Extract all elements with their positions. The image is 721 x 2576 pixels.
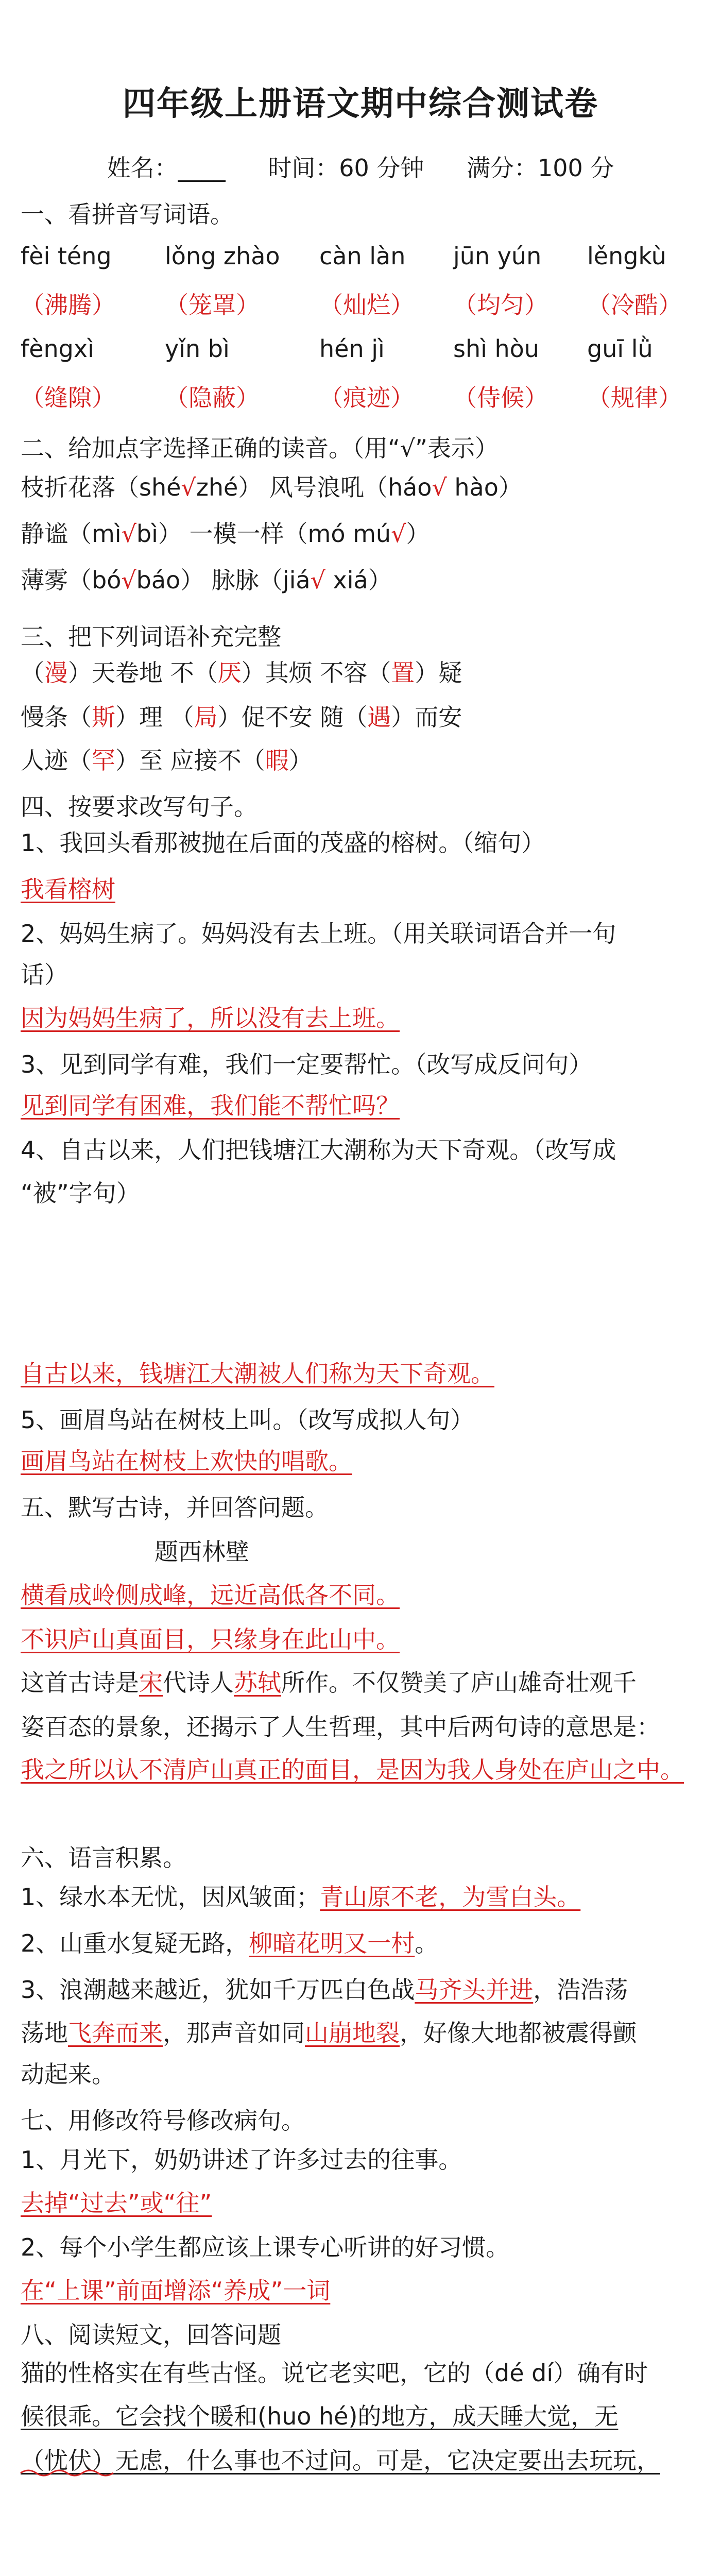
answer-word: （均匀） [453, 291, 548, 319]
text: báo） 脉脉（jiá [136, 566, 311, 594]
pinyin: shì hòu [453, 335, 539, 363]
section-7-heading: 七、用修改符号修改病句。 [21, 2107, 305, 2134]
text: ）促不安 随（ [217, 703, 368, 731]
question: 姿百态的景象，还揭示了人生哲理，其中后两句诗的意思是： [21, 1713, 660, 1741]
idiom-line [21, 742, 313, 779]
text: 荡地 [21, 2019, 68, 2047]
text: 2、山重水复疑无路， [21, 1929, 249, 1957]
wavy-underline [0, 2354, 721, 2488]
pinyin: lěngkù [587, 242, 666, 270]
text: ） [288, 747, 313, 774]
text: 3、浪潮越来越近，犹如千万匹白色战 [21, 1976, 415, 2004]
pinyin: yǐn bì [165, 335, 230, 363]
answer: 宋 [139, 1669, 163, 1697]
text: 枝折花落（shé [21, 473, 181, 501]
underlined-sentence: 候很乖。它会找个暖和(huo hé)的地方，成天睡大觉，无 [21, 2402, 619, 2430]
text: ）而安 [391, 703, 462, 731]
text: bì） 一模一样（mó mú [136, 520, 391, 548]
answer-char: 漫 [44, 659, 68, 687]
answer-char: 厌 [217, 659, 242, 687]
answer-char: 遇 [367, 703, 391, 731]
text: 薄雾（bó [21, 566, 122, 594]
text: 代诗人 [163, 1669, 234, 1697]
text: 。 [415, 1929, 439, 1957]
poem-line: 横看成岭侧成峰，远近高低各不同。 [21, 1581, 400, 1609]
answer-char: 暇 [265, 747, 289, 774]
pinyin: lǒng zhào [165, 242, 280, 270]
pinyin: hén jì [319, 335, 385, 363]
question: 5、画眉鸟站在树枝上叫。（改写成拟人句） [21, 1406, 474, 1434]
text: 静谧（mì [21, 520, 122, 548]
answer: 柳暗花明又一村 [249, 1929, 415, 1957]
question [21, 1664, 637, 1701]
text: 这首古诗是 [21, 1669, 139, 1697]
text: ）天卷地 不（ [68, 659, 218, 687]
section-1-heading: 一、看拼音写词语。 [21, 200, 234, 228]
section-5-heading: 五、默写古诗，并回答问题。 [21, 1494, 329, 1521]
pronunciation-line [21, 515, 430, 552]
check-mark: √ [121, 566, 136, 594]
idiom-line [21, 654, 462, 691]
check-mark: √ [310, 566, 325, 594]
section-3-heading: 三、把下列词语补充完整 [21, 623, 281, 651]
time-limit: 时间：60 分钟 [268, 154, 424, 182]
answer-char: 置 [391, 659, 415, 687]
text: hào） [447, 473, 522, 501]
idiom-line [21, 699, 462, 736]
answer-word: （笼罩） [165, 291, 260, 319]
question: 1、我回头看那被抛在后面的茂盛的榕树。（缩句） [21, 829, 545, 857]
text: ） [406, 520, 430, 548]
answer: 我看榕树 [21, 875, 115, 903]
section-2-heading: 二、给加点字选择正确的读音。（用“√”表示） [21, 434, 499, 462]
fill-line [21, 1878, 580, 1916]
text: ）疑 [415, 659, 462, 687]
answer: 自古以来，钱塘江大潮被人们称为天下奇观。 [21, 1360, 494, 1387]
question: 1、月光下，奶奶讲述了许多过去的往事。 [21, 2146, 462, 2174]
answer: 青山原不老，为雪白头。 [320, 1883, 581, 1911]
fill-line [21, 2014, 637, 2052]
section-8-heading: 八、阅读短文，回答问题 [21, 2321, 281, 2349]
answer-char: 罕 [92, 747, 115, 774]
check-mark: √ [432, 473, 447, 501]
answer: 飞奔而来 [68, 2019, 163, 2047]
poem-title: 题西林壁 [154, 1538, 249, 1566]
passage-line: 猫的性格实在有些古怪。说它老实吧，它的（dé dí）确有时 [21, 2359, 648, 2387]
question: 2、每个小学生都应该上课专心听讲的好习惯。 [21, 2233, 510, 2261]
text: xiá） [325, 566, 392, 594]
pinyin: jūn yún [453, 242, 542, 270]
pinyin: fèi téng [21, 242, 112, 270]
check-mark: √ [181, 473, 196, 501]
answer-word: （缝隙） [21, 384, 115, 412]
text: ，那声音如同 [163, 2019, 305, 2047]
answer: 我之所以认不清庐山真正的面目，是因为我人身处在庐山之中。 [21, 1756, 684, 1784]
question: 4、自古以来，人们把钱塘江大潮称为天下奇观。（改写成 [21, 1136, 616, 1164]
pinyin: guī lǜ [587, 335, 653, 363]
section-4-heading: 四、按要求改写句子。 [21, 793, 258, 821]
answer-word: （灿烂） [319, 291, 414, 319]
section-6-heading: 六、语言积累。 [21, 1844, 186, 1872]
poem-line: 不识庐山真面目，只缘身在此山中。 [21, 1625, 400, 1653]
exam-info [0, 149, 721, 183]
answer: 因为妈妈生病了，所以没有去上班。 [21, 1004, 400, 1032]
fill-line [21, 1971, 628, 2008]
answer-word: （规律） [587, 384, 682, 412]
question: “被”字句） [21, 1179, 140, 1207]
text: ，好像大地都被震得颤 [400, 2019, 637, 2047]
answer: 马齐头并进 [415, 1976, 534, 2004]
answer-word: （隐蔽） [165, 384, 260, 412]
answer-word: （痕迹） [319, 384, 414, 412]
answer-char: 斯 [92, 703, 115, 731]
fill-line [21, 1925, 438, 1962]
question: 3、见到同学有难，我们一定要帮忙。（改写成反问句） [21, 1050, 593, 1078]
text: ）至 应接不（ [115, 747, 265, 774]
text: ）理 （ [115, 703, 194, 731]
answer-word: （沸腾） [21, 291, 115, 319]
answer: 见到同学有困难，我们能不帮忙吗？ [21, 1092, 400, 1120]
text: 人迹（ [21, 747, 92, 774]
pronunciation-line [21, 562, 392, 599]
answer: 苏轼 [234, 1669, 281, 1697]
text: （ [21, 659, 44, 687]
text: zhé） 风号浪吼（háo [196, 473, 432, 501]
text: ，浩浩荡 [533, 1976, 628, 2004]
pronunciation-line [21, 469, 522, 506]
question: 话） [21, 961, 68, 989]
pinyin: fèngxì [21, 335, 94, 363]
page-title: 四年级上册语文期中综合测试卷 [123, 85, 598, 123]
name-field: 姓名：____ [107, 154, 226, 182]
text: 所作。不仅赞美了庐山雄奇壮观千 [281, 1669, 637, 1697]
text: ）其烦 不容（ [241, 659, 391, 687]
check-mark: √ [391, 520, 406, 548]
question: 2、妈妈生病了。妈妈没有去上班。（用关联词语合并一句 [21, 920, 616, 947]
fill-line: 动起来。 [21, 2060, 115, 2088]
underlined-sentence: （忧伏）无虑，什么事也不过问。可是，它决定要出去玩玩， [21, 2447, 660, 2475]
answer-word: （冷酷） [587, 291, 682, 319]
text: 慢条（ [21, 703, 92, 731]
answer-char: 局 [194, 703, 218, 731]
answer: 在“上课”前面增添“养成”一词 [21, 2277, 331, 2304]
answer: 山崩地裂 [305, 2019, 400, 2047]
full-score: 满分：100 分 [466, 154, 614, 182]
check-mark: √ [121, 520, 136, 548]
answer-word: （侍候） [453, 384, 548, 412]
answer: 去掉“过去”或“往” [21, 2189, 212, 2217]
text: 1、绿水本无忧，因风皱面； [21, 1883, 320, 1911]
answer: 画眉鸟站在树枝上欢快的唱歌。 [21, 1447, 352, 1475]
pinyin: càn làn [319, 242, 406, 270]
